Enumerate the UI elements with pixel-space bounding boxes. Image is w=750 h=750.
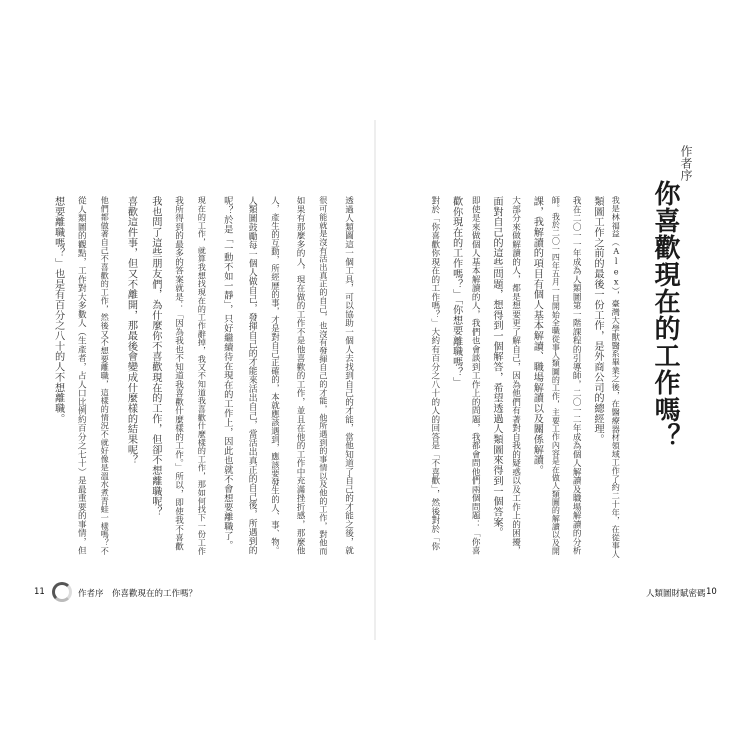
- text-column: 課，我解讀的項目有個人基本解讀、職場解讀以及關係解讀。: [531, 196, 543, 476]
- left-footer-section: 作者序: [78, 589, 104, 599]
- text-column: 師。我於二〇一四年五月一日開始全職從事人類圖的工作，主要工作內容是在做人類圖的解讀以及開: [551, 196, 561, 556]
- chapter-title: 你喜歡現在的工作嗎？: [650, 180, 680, 450]
- text-column: 歡你現在的工作嗎？」「你想要離職嗎？」: [450, 196, 462, 388]
- ring-ornament-icon: [52, 582, 72, 602]
- text-column: 人，產生的互動，所經歷的事，才是對自己正確的，本就應該遇到，應該要發生的人、事、物。: [270, 196, 281, 555]
- text-column: 我所得到的最多的答案就是：「因為我也不知道我喜歡什麼樣的工作。」所以，即使我不喜歡: [173, 196, 184, 551]
- text-column: 大部分來做解讀的人，都是想要更了解自己，因為他們有著對自我的疑惑以及工作上的困擾，: [510, 196, 521, 555]
- text-column: 面對自己的這些問題，想得到一個解答，希望透過人類圖來得到一個答案。: [491, 196, 502, 538]
- text-column: 即使是來做個人基本解讀的人，我們也會談到工作上的問題，我都會問他們兩個問題：「你喜: [470, 196, 481, 555]
- text-column: 我也問了這些朋友們，為什麼你不喜歡現在的工作，但卻不想離職呢？: [149, 196, 161, 517]
- chapter-kicker: 作者序: [679, 145, 693, 181]
- text-column: 對於「你喜歡你現在的工作嗎？」大約有百分之八十的人的回答是「不喜歡」，然後對於「你: [429, 196, 440, 551]
- right-page: [376, 0, 750, 750]
- left-footer-title: 你喜歡現在的工作嗎？: [112, 589, 198, 599]
- text-column: 類圖工作之前的最後一份工作，是外商公司的總經理。: [592, 196, 603, 445]
- text-column: 呢？於是「一動不如一靜」，只好繼續待在現在的工作上，因此也就不會想要離職了。: [221, 196, 233, 550]
- left-page-number: 11: [34, 587, 45, 597]
- left-page: [0, 0, 374, 750]
- text-column: 我在二〇一一年成為人類圖第一階課程的引導師，二〇一二年成為個人解讀及職場解讀的分析: [571, 196, 582, 555]
- right-page-number: 10: [706, 587, 717, 597]
- text-column: 如果有那麼多的人，現在做的工作不是他喜歡的工作，並且在他的工作中充滿挫折感，那麼他: [295, 196, 305, 555]
- text-column: 透過人類圖這一個工具，可以協助一個人去找到自己的才能，當他知道了自己的才能之後，就: [343, 196, 354, 555]
- text-column: 想要離職嗎？」也是有百分之八十的人不想離職。: [52, 196, 64, 424]
- text-column: 他們都做著自己不喜歡的工作，然後又不想要離職，這樣的情況不就好像是溫水煮青蛙一樣嗎？不: [100, 196, 111, 556]
- text-column: 人類圖鼓勵每一個人做自己，發揮自己的才能來活出自己，當活出真正的自己後，所遇到的: [246, 196, 257, 555]
- text-column: 喜歡這件事，但又不離開，那最後會變成什麼樣的結果呢？: [125, 196, 137, 466]
- text-column: 很可能就是沒有活出真正的自己，也沒有發揮自己的才能，他所遇到的事情以及他的工作，對他而: [318, 196, 329, 556]
- right-footer-title: 人類圖財賦密碼: [646, 589, 706, 599]
- text-column: 現在的工作，就算我想找現在的工作辭掉，我又不知道我喜歡什麼樣的工作，那如何找下一份工作: [197, 196, 208, 556]
- text-column: 我是林福益（Alex），臺灣大學獸醫系畢業之後，在醫療器材領域工作了約二十年，在從事人: [611, 196, 622, 559]
- text-column: 從人類圖的觀點，工作對大多數人（生產者，占人口比例約百分之七十）是最重要的事情，但: [76, 196, 87, 555]
